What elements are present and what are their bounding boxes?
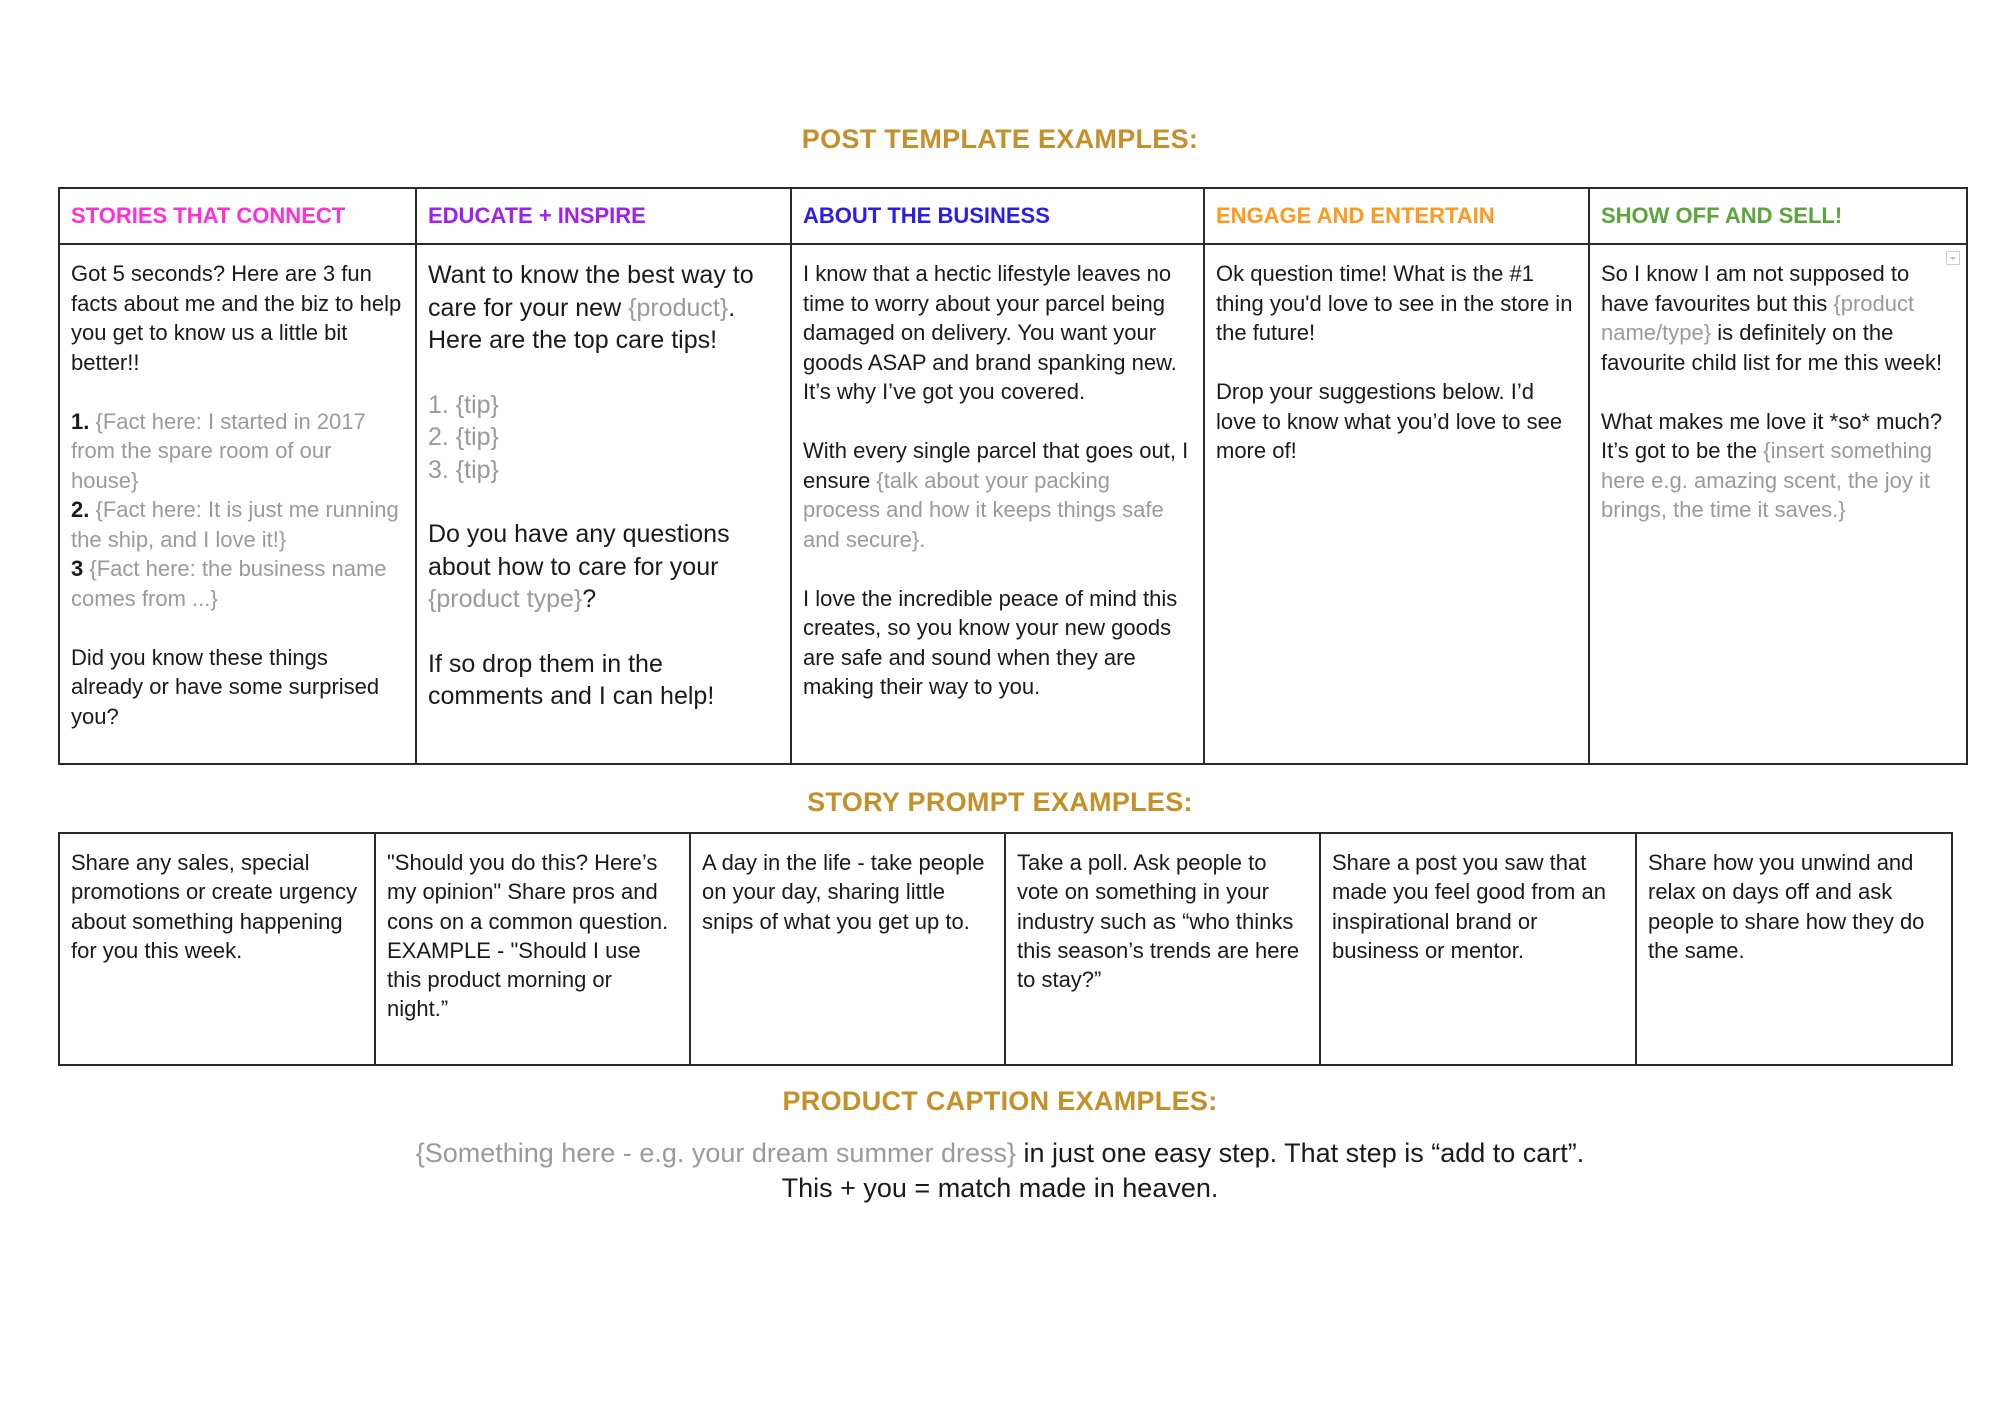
story-prompt-row	[59, 833, 1952, 1065]
story-prompt-table	[58, 832, 1953, 1066]
post-template-title: POST TEMPLATE EXAMPLES:	[801, 124, 1199, 154]
cell-about-the-business[interactable]	[791, 244, 1204, 764]
educate-question: Do you have any questions about how to care for your {product type}?	[428, 520, 730, 613]
stories-outro: Did you know these things already or have some surprised you?	[71, 644, 380, 729]
educate-intro: Want to know the best way to care for your new {product}. Here are the top care tips!	[428, 261, 754, 354]
story-prompt-title: STORY PROMPT EXAMPLES:	[807, 787, 1193, 817]
business-para-2: With every single parcel that goes out, I ensure {talk about your packing process and how it keeps things safe and secure}.	[803, 438, 1189, 552]
tip-item: 2. {tip}	[428, 423, 499, 451]
story-prompt-cell[interactable]: "Should you do this? Here’s my opinion" Share pros and cons on a common question. EXAMPLE - "Should I use this product morning or night.”	[375, 833, 690, 1065]
engage-para-2: Drop your suggestions below. I’d love to know what you’d love to see more of!	[1216, 379, 1563, 463]
header-educate-inspire: EDUCATE + INSPIRE	[416, 188, 791, 244]
sell-para-1: So I know I am not supposed to have favourites but this {product name/type} is definitely on the favourite child list for me this week!	[1601, 261, 1943, 375]
story-prompt-cell[interactable]: Share any sales, special promotions or create urgency about something happening for you this week.	[59, 833, 375, 1065]
cell-educate-inspire[interactable]	[416, 244, 791, 764]
caption-line-1: {Something here - e.g. your dream summer dress} in just one easy step. That step is “add to cart”.	[415, 1138, 1585, 1168]
header-engage-and-entertain: ENGAGE AND ENTERTAIN	[1204, 188, 1589, 244]
fact-item: 1. {Fact here: I started in 2017 from the spare room of our house}	[71, 408, 366, 493]
cell-show-off-and-sell[interactable]	[1589, 244, 1967, 764]
cell-stories-that-connect[interactable]	[59, 244, 416, 764]
caption-placeholder: {Something here - e.g. your dream summer dress}	[415, 1138, 1016, 1168]
stories-intro: Got 5 seconds? Here are 3 fun facts about me and the biz to help you get to know us a little bit better!!	[71, 261, 402, 375]
post-template-header-row	[59, 188, 1967, 244]
caption-line-2: This + you = match made in heaven.	[781, 1173, 1219, 1203]
business-para-1: I know that a hectic lifestyle leaves no time to worry about your parcel being damaged on delivery. You want your goods ASAP and brand spanking new. It’s why I’ve got you covered.	[803, 261, 1177, 404]
story-prompt-cell[interactable]: Take a poll. Ask people to vote on something in your industry such as “who thinks this season’s trends are here to stay?”	[1005, 833, 1320, 1065]
sell-para-2: What makes me love it *so* much? It’s got to be the {insert something here e.g. amazing scent, the joy it brings, the time it saves.}	[1601, 408, 1943, 522]
product-caption-text	[0, 1136, 2000, 1206]
fact-item: 3 {Fact here: the business name comes from ...}	[71, 556, 387, 611]
header-show-off-and-sell: SHOW OFF AND SELL!	[1589, 188, 1967, 244]
engage-para-1: Ok question time! What is the #1 thing you'd love to see in the store in the future!	[1216, 261, 1573, 345]
educate-outro: If so drop them in the comments and I can help!	[428, 649, 715, 710]
tip-item: 1. {tip}	[428, 390, 499, 419]
cell-engage-and-entertain[interactable]	[1204, 244, 1589, 764]
cell-dropdown-icon[interactable]	[1946, 251, 1960, 265]
header-stories-that-connect: STORIES THAT CONNECT	[59, 188, 416, 244]
educate-tips	[428, 389, 779, 487]
product-caption-title: PRODUCT CAPTION EXAMPLES:	[782, 1086, 1218, 1116]
post-template-body-row	[59, 244, 1967, 764]
header-about-the-business: ABOUT THE BUSINESS	[791, 188, 1204, 244]
story-prompt-cell[interactable]: A day in the life - take people on your day, sharing little snips of what you get up to.	[690, 833, 1005, 1065]
tip-item: 3. {tip}	[428, 455, 499, 484]
stories-facts	[71, 407, 404, 614]
business-para-3: I love the incredible peace of mind this creates, so you know your new goods are safe and sound when they are making their way to you.	[803, 585, 1178, 699]
story-prompt-cell[interactable]: Share a post you saw that made you feel good from an inspirational brand or business or mentor.	[1320, 833, 1636, 1065]
post-template-table	[58, 187, 1968, 765]
story-prompt-cell[interactable]: Share how you unwind and relax on days off and ask people to share how they do the same.	[1636, 833, 1952, 1065]
fact-item: 2. {Fact here: It is just me running the ship, and I love it!}	[71, 497, 399, 552]
